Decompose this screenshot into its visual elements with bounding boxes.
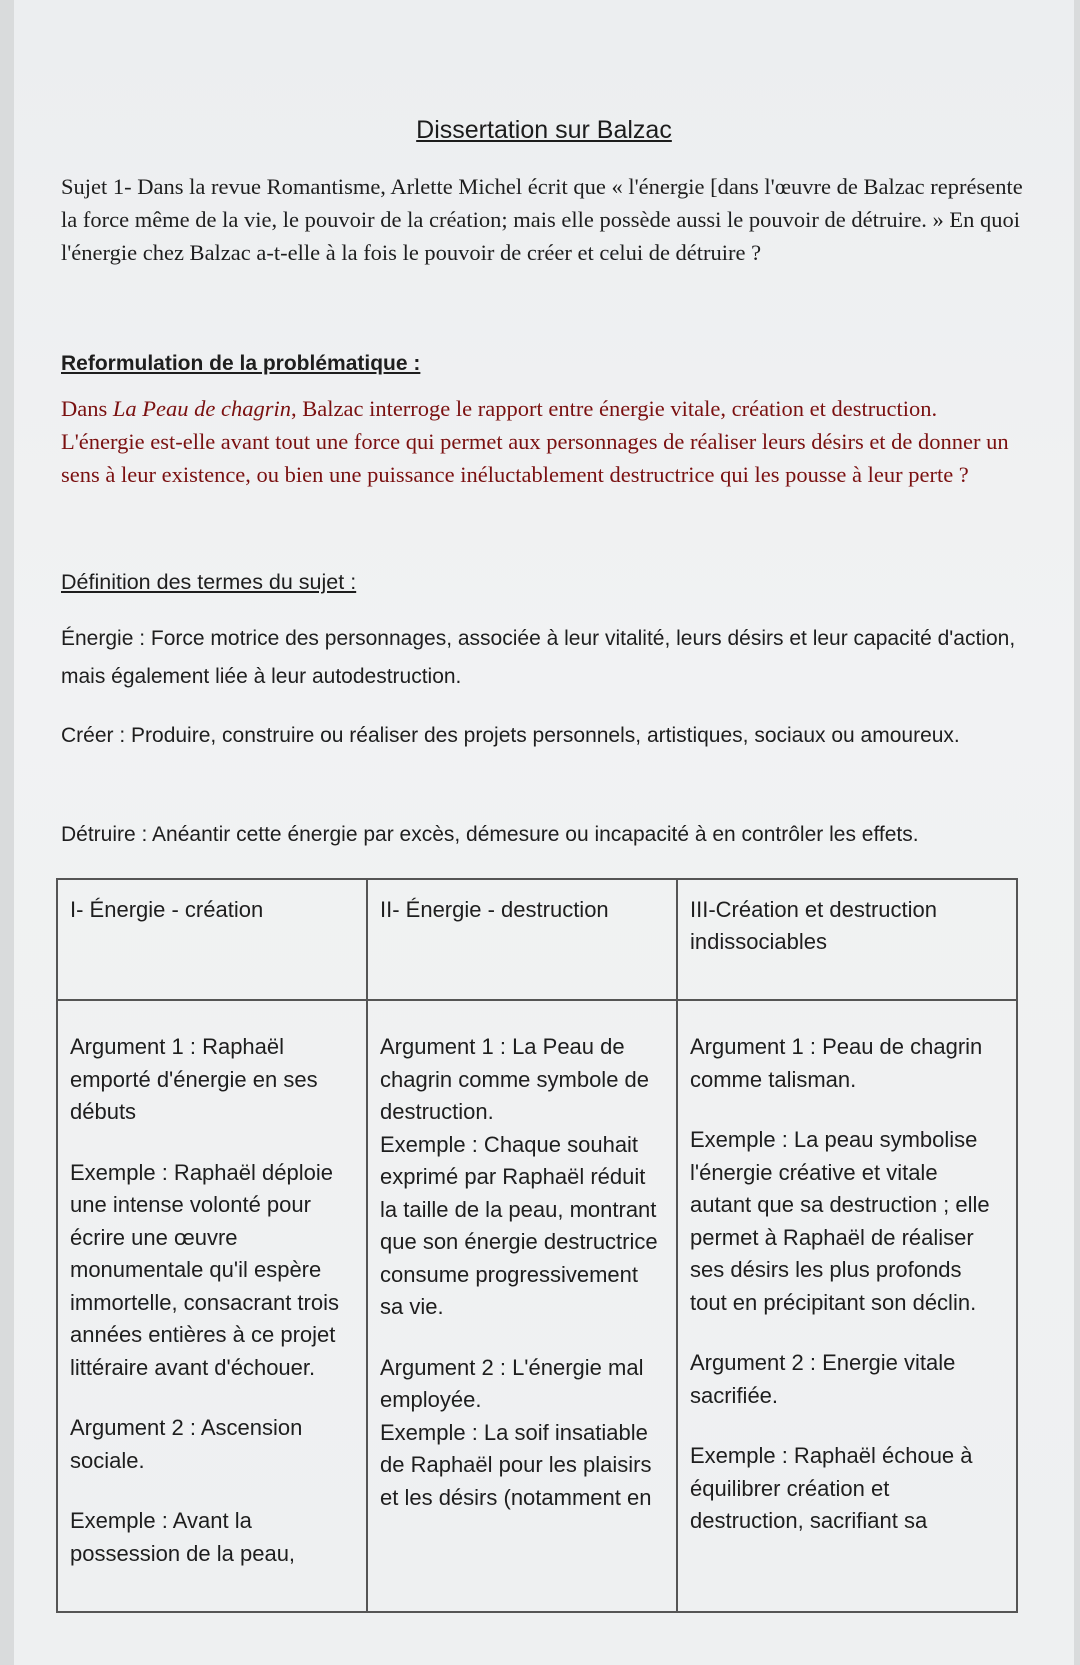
part2-argument-1: Argument 1 : La Peau de chagrin comme symbole de destruction. <box>380 1034 650 1124</box>
header-part-3: III-Création et destruction indissociables <box>677 879 1017 1000</box>
cell-part-2 <box>367 1000 677 1612</box>
definition-detruire: Détruire : Anéantir cette énergie par excès, démesure ou incapacité à en contrôler les effets. <box>61 823 919 846</box>
part1-example-2: Exemple : Avant la possession de la peau, <box>70 1508 296 1566</box>
definitions-heading: Définition des termes du sujet : <box>61 570 357 594</box>
part1-argument-2: Argument 2 : Ascension sociale. <box>70 1415 303 1473</box>
reformulation-heading: Reformulation de la problématique : <box>61 352 421 375</box>
part2-example-1: Exemple : Chaque souhait exprimé par Raphaël réduit la taille de la peau, montrant que son énergie destructrice consume progressivement sa vie. <box>380 1131 658 1319</box>
part2-example-2: Exemple : La soif insatiable de Raphaël pour les plaisirs et les désirs (notamment en <box>380 1419 652 1510</box>
subject-paragraph: Sujet 1- Dans la revue Romantisme, Arlette Michel écrit que « l'énergie [dans l'œuvre de Balzac représente la force même de la vie, le pouvoir de la création; mais elle possède aussi le pouvoir de détruire. » En quoi l'énergie chez Balzac a-t-elle à la fois le pouvoir de créer et celui de détruire ? <box>61 174 1023 265</box>
reformulation-text-after: , Balzac interroge le rapport entre énergie vitale, création et destruction. L'énergie est-elle avant tout une force qui permet aux personnages de réaliser leurs désirs et de donner un sens à leur existence, ou bien une puissance inéluctablement destructrice qui les pousse à leur perte ? <box>61 396 1009 487</box>
table-header-row <box>57 879 1017 1000</box>
book-title: La Peau de chagrin <box>112 396 291 421</box>
plan-table <box>56 878 1018 1613</box>
part2-argument-2: Argument 2 : L'énergie mal employée. <box>380 1354 644 1412</box>
definition-creer: Créer : Produire, construire ou réaliser des projets personnels, artistiques, sociaux ou amoureux. <box>61 724 960 747</box>
cell-part-3 <box>677 1000 1017 1612</box>
cell-part-1 <box>57 1000 367 1612</box>
part3-argument-1: Argument 1 : Peau de chagrin comme talisman. <box>690 1034 983 1092</box>
reformulation-paragraph <box>61 392 1011 491</box>
header-part-2: II- Énergie - destruction <box>367 879 677 1000</box>
part3-argument-2: Argument 2 : Energie vitale sacrifiée. <box>690 1350 956 1408</box>
part3-example-2: Exemple : Raphaël échoue à équilibrer création et destruction, sacrifiant sa <box>690 1443 973 1533</box>
part1-example-1: Exemple : Raphaël déploie une intense volonté pour écrire une œuvre monumentale qu'il espère immortelle, consacrant trois années entières à ce projet littéraire avant d'échouer. <box>70 1159 339 1380</box>
table-row <box>57 1000 1017 1612</box>
page-title: Dissertation sur Balzac <box>416 116 672 144</box>
definition-energie: Énergie : Force motrice des personnages, associée à leur vitalité, leurs désirs et leur capacité d'action, mais également liée à leur autodestruction. <box>61 627 1016 688</box>
part1-argument-1: Argument 1 : Raphaël emporté d'énergie en ses débuts <box>70 1034 318 1124</box>
document-page <box>14 0 1074 1665</box>
reformulation-text-before: Dans <box>61 396 113 421</box>
header-part-1: I- Énergie - création <box>57 879 367 1000</box>
part3-example-1: Exemple : La peau symbolise l'énergie créative et vitale autant que sa destruction ; elle permet à Raphaël de réaliser ses désirs les plus profonds tout en précipitant son déclin. <box>690 1127 990 1315</box>
